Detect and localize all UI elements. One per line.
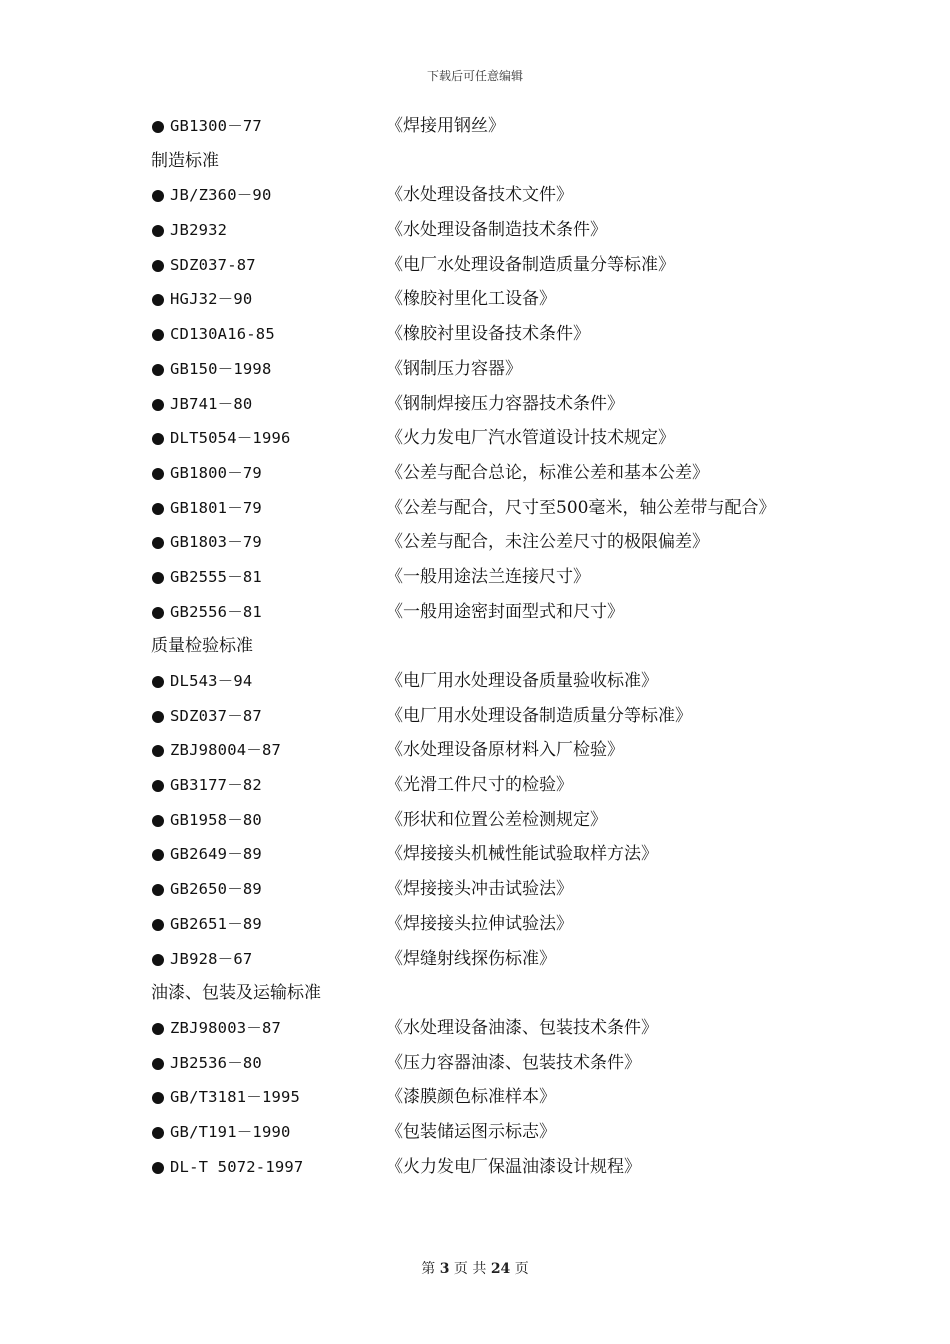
standard-title: 《电厂水处理设备制造质量分等标准》 [386, 254, 675, 275]
standard-item [151, 841, 911, 876]
standard-title: 《公差与配合，尺寸至500毫米，轴公差带与配合》 [386, 497, 776, 518]
section-heading [151, 980, 911, 1015]
standard-code: GB2649－89 [170, 845, 262, 864]
standard-item [151, 772, 911, 807]
standard-title: 《钢制焊接压力容器技术条件》 [386, 393, 624, 414]
standard-code: ZBJ98004－87 [170, 741, 282, 760]
standard-title: 《一般用途法兰连接尺寸》 [386, 566, 590, 587]
bullet-icon [152, 919, 164, 931]
standard-title: 《电厂用水处理设备质量验收标准》 [386, 671, 658, 691]
standard-title: 《水处理设备油漆、包装技术条件》 [386, 1017, 658, 1038]
standard-title: 《橡胶衬里设备技术条件》 [386, 324, 590, 345]
standard-item [151, 252, 911, 287]
bullet-icon [152, 468, 164, 480]
bullet-icon [152, 607, 164, 619]
standard-item [151, 1119, 911, 1154]
section-heading-text: 油漆、包装及运输标准 [151, 983, 321, 1004]
footer-suffix: 页 [514, 1261, 529, 1277]
standard-item [151, 495, 911, 530]
standard-title: 《焊接用钢丝》 [386, 116, 505, 136]
standard-item [151, 737, 911, 772]
standard-title: 《焊接接头拉伸试验法》 [386, 913, 573, 934]
standard-code: GB3177－82 [170, 776, 262, 795]
standard-item [151, 946, 911, 981]
bullet-icon [152, 1162, 164, 1174]
bullet-icon [152, 1092, 164, 1104]
standard-code: JB/Z360－90 [170, 186, 272, 205]
bullet-icon [152, 364, 164, 376]
bullet-icon [152, 780, 164, 792]
bullet-icon [152, 433, 164, 445]
footer-middle: 页 共 [453, 1261, 487, 1277]
standard-code: HGJ32－90 [170, 290, 253, 309]
standard-code: GB1803－79 [170, 533, 262, 552]
standard-code: CD130A16-85 [170, 325, 275, 344]
standard-item [151, 703, 911, 738]
bullet-icon [152, 815, 164, 827]
bullet-icon [152, 503, 164, 515]
footer-page-number: 3 [439, 1261, 450, 1277]
standard-code: SDZ037-87 [170, 255, 256, 274]
standard-code: GB/T3181－1995 [170, 1088, 301, 1107]
standard-code: JB2536－80 [170, 1053, 262, 1072]
bullet-icon [152, 121, 164, 133]
bullet-icon [152, 954, 164, 966]
standard-item [151, 425, 911, 460]
standard-code: GB150－1998 [170, 359, 272, 378]
standard-item [151, 911, 911, 946]
standard-code: SDZ037－87 [170, 706, 262, 725]
standard-title: 《焊接接头机械性能试验取样方法》 [386, 844, 658, 865]
section-heading [151, 633, 911, 668]
standard-item [151, 1050, 911, 1085]
standards-list [151, 113, 911, 1188]
standard-code: GB2556－81 [170, 602, 262, 621]
standard-item [151, 1154, 911, 1189]
standard-code: JB928－67 [170, 949, 253, 968]
standard-code: GB2651－89 [170, 914, 262, 933]
standard-title: 《压力容器油漆、包装技术条件》 [386, 1052, 641, 1073]
bullet-icon [152, 884, 164, 896]
standard-title: 《公差与配合，未注公差尺寸的极限偏差》 [386, 532, 709, 553]
standard-title: 《漆膜颜色标准样本》 [386, 1087, 556, 1108]
standard-item [151, 1084, 911, 1119]
standard-item [151, 286, 911, 321]
standard-item [151, 460, 911, 495]
standard-title: 《水处理设备原材料入厂检验》 [386, 740, 624, 761]
standard-code: GB1801－79 [170, 498, 262, 517]
standard-title: 《水处理设备制造技术条件》 [386, 220, 607, 241]
bullet-icon [152, 1058, 164, 1070]
footer-total-pages: 24 [490, 1261, 511, 1277]
standard-item [151, 529, 911, 564]
bullet-icon [152, 849, 164, 861]
standard-title: 《一般用途密封面型式和尺寸》 [386, 601, 624, 622]
standard-code: GB/T191－1990 [170, 1122, 291, 1141]
bullet-icon [152, 572, 164, 584]
bullet-icon [152, 676, 164, 688]
standard-title: 《水处理设备技术文件》 [386, 185, 573, 206]
standard-code: GB2650－89 [170, 880, 262, 899]
standard-title: 《火力发电厂保温油漆设计规程》 [386, 1156, 641, 1177]
bullet-icon [152, 1127, 164, 1139]
standard-code: GB1300－77 [170, 117, 262, 135]
bullet-icon [152, 329, 164, 341]
standard-code: GB2555－81 [170, 567, 262, 586]
standard-code: GB1958－80 [170, 810, 262, 829]
standard-code: DLT5054－1996 [170, 429, 291, 448]
standard-code: JB741－80 [170, 394, 253, 413]
standard-item [151, 356, 911, 391]
standard-item [151, 391, 911, 426]
standard-title: 《形状和位置公差检测规定》 [386, 809, 607, 830]
bullet-icon [152, 711, 164, 723]
standard-title: 《电厂用水处理设备制造质量分等标准》 [386, 705, 692, 726]
standard-item [151, 321, 911, 356]
standard-item [151, 217, 911, 252]
section-heading-text: 质量检验标准 [151, 636, 253, 657]
bullet-icon [152, 1023, 164, 1035]
standard-item [151, 113, 911, 148]
page-footer [0, 1258, 950, 1278]
standard-title: 《公差与配合总论，标准公差和基本公差》 [386, 462, 709, 483]
bullet-icon [152, 225, 164, 237]
standard-item [151, 876, 911, 911]
standard-code: DL543－94 [170, 672, 253, 690]
standard-item [151, 668, 911, 703]
footer-prefix: 第 [421, 1261, 436, 1277]
standard-item [151, 599, 911, 634]
standard-item [151, 1015, 911, 1050]
bullet-icon [152, 190, 164, 202]
bullet-icon [152, 537, 164, 549]
bullet-icon [152, 745, 164, 757]
standard-title: 《钢制压力容器》 [386, 358, 522, 379]
standard-code: DL-T 5072-1997 [170, 1157, 304, 1176]
standard-item [151, 182, 911, 217]
page-header: 下载后可任意编辑 [426, 69, 523, 83]
standard-title: 《火力发电厂汽水管道设计技术规定》 [386, 428, 675, 449]
bullet-icon [152, 294, 164, 306]
bullet-icon [152, 260, 164, 272]
standard-title: 《焊接接头冲击试验法》 [386, 879, 573, 900]
standard-code: JB2932 [170, 221, 228, 240]
standard-code: ZBJ98003－87 [170, 1018, 282, 1037]
standard-title: 《焊缝射线探伤标准》 [386, 948, 556, 969]
bullet-icon [152, 399, 164, 411]
standard-title: 《橡胶衬里化工设备》 [386, 289, 556, 310]
standard-title: 《包装储运图示标志》 [386, 1121, 556, 1142]
section-heading-text: 制造标准 [151, 150, 219, 171]
standard-title: 《光滑工件尺寸的检验》 [386, 775, 573, 796]
standard-item [151, 564, 911, 599]
standard-item [151, 807, 911, 842]
standard-code: GB1800－79 [170, 463, 262, 482]
section-heading [151, 148, 911, 183]
